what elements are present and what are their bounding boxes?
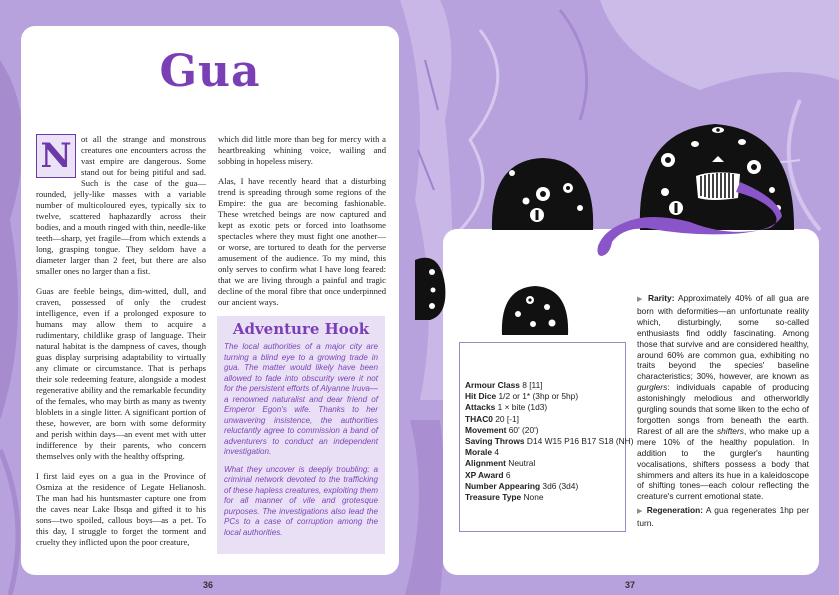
- stat-line: Treasure Type None: [465, 492, 544, 503]
- hook-paragraph-2: What they uncover is deeply troubling: a criminal network devoted to the trafficking of these hapless creatures, exploiting them for all manner of vile and grotesque purposes. The investigations also lead the PCs to a case of corruption among the local authorities.: [224, 464, 378, 537]
- intro-paragraph: N ot all the strange and monstrous creatures one encounters across the vast empire are dangerous. Some stand out for being pitiful and sad. Such is the case of the gua—rounded, jelly-like masses with a variable number of multicoloured eyes, typically six to twelve, scattered haphazardly across their bodies, and a mouth ringed with thin, needle-like teeth—sharp, yet fragile—from which extends a long, grasping tongue. They seldom have a diameter larger than 2 feet, but there are also smaller ones no larger than a fist.: [36, 134, 206, 276]
- body-column-2: [218, 134, 386, 317]
- adventure-hook-title: Adventure Hook: [232, 320, 370, 338]
- gua-middle: [492, 158, 593, 230]
- gua-large: [598, 124, 795, 256]
- stat-line: Morale 4: [465, 447, 499, 458]
- body-column-1: [36, 134, 206, 557]
- triangle-bullet-icon: ▶: [637, 296, 645, 303]
- stat-line: Number Appearing 3d6 (3d4): [465, 480, 579, 491]
- stat-line: XP Award 6: [465, 469, 511, 480]
- stat-line: THAC0 20 [-1]: [465, 413, 519, 424]
- special-abilities-column: [637, 293, 809, 532]
- stat-line: Attacks 1 × bite (1d3): [465, 402, 548, 413]
- paragraph-4: which did little more than beg for mercy with a heartbreaking whining voice, wailing and sobbing in hopeless misery.: [218, 134, 386, 166]
- stat-line: Saving Throws D14 W15 P16 B17 S18 (NH): [465, 436, 634, 447]
- stat-line: Movement 60' (20'): [465, 424, 539, 435]
- regeneration-paragraph: ▶ Regeneration: A gua regenerates 1hp per turn.: [637, 505, 809, 529]
- gua-small-stat: [502, 286, 568, 335]
- page-title: Gua: [159, 46, 261, 97]
- stat-block: [465, 380, 634, 503]
- stat-line: Armour Class 8 [11]: [465, 380, 543, 390]
- paragraph-5: Alas, I have recently heard that a disturbing trend is spreading through some regions of the Empire: the gua are becoming fashionable. These wretched beings are now captured and kept as exotic pets or forced into loathsome spectacles where they must fight one another—or worse, are tortured to death for the perverse amusement of the audience. To my mind, this only serves to confirm what I have long feared: that we are living through a painful and tragic decline of the moral fibre that once underpinned our ancient ways.: [218, 176, 386, 307]
- paragraph-3: I first laid eyes on a gua in the Province of Osmiza at the residence of Legate Helianosh. The man had his huntsmaster capture one from the caves near Lake Ibsqa and gifted it to his sons—two spoiled, callous boys—as a pet. To this day, I struggle to forget the torment and cruelty they inflicted upon the poor creature,: [36, 471, 206, 547]
- adventure-hook-text: [217, 342, 385, 538]
- paragraph-2: Guas are feeble beings, dim-witted, dull, and craven, possessed of only the crudest intelligence, even if a prolonged exposure to humans may allow them to acquire a rudimentary, childlike grasp of language. Their natural habitat is the dampness of caves, though guas display surprising adaptability to virtually any climate or circumstance. That is perhaps their sole redeeming feature, alongside a modest regenerative ability and the remarkable fecundity of the females, who may birth as many as twenty bloblets in a single litter. A significant portion of these, however, are born with some deformity and perish within days—an event met with utter indifference by their parents, who concern themselves only with the healthy offspring.: [36, 286, 206, 461]
- drop-cap: N: [36, 134, 76, 178]
- triangle-bullet-icon: ▶: [637, 508, 644, 516]
- page-number-right: 37: [625, 580, 636, 590]
- stat-line: Alignment Neutral: [465, 458, 536, 469]
- page-number-left: 36: [203, 580, 214, 590]
- adventure-hook-box: [217, 316, 385, 554]
- gua-small-left: [415, 258, 445, 320]
- stat-line: Hit Dice 1/2 or 1* (3hp or 5hp): [465, 391, 579, 402]
- hook-paragraph-1: The local authorities of a major city are turning a blind eye to a growing trade in gua. The matter would likely have been allowed to fade into obscurity were it not for the persistent efforts of Alyanne Iruva—a renowned naturalist and dear friend of Emperor Egon's wife. Thanks to her unwavering insistence, the authorities reluctantly agree to commission a band of adventurers to conduct an independent investigation.: [224, 342, 378, 456]
- rarity-paragraph: ▶ Rarity: Approximately 40% of all gua are born with deformities—an unfortunate reality which, disturbingly, some so-called enthusiasts find oddly fascinating. Among those that survive and are considered healthy, around 60% are common gua, exhibiting no traits beyond the species' baseline characteristics; 30%, however, are known as gurglers: individuals capable of producing astonishingly melodious and otherworldly gurgling sounds that some liken to the echo of forgotten songs from beneath the earth. Rarest of all are the shifters, who make up a mere 10% of the healthy population. In addition to the gurgler's haunting vocalisations, shifters possess a body that shimmers and alters its hue in a kaleidoscope of shifting tones—each colour reflecting the creature's current emotional state.: [637, 293, 810, 502]
